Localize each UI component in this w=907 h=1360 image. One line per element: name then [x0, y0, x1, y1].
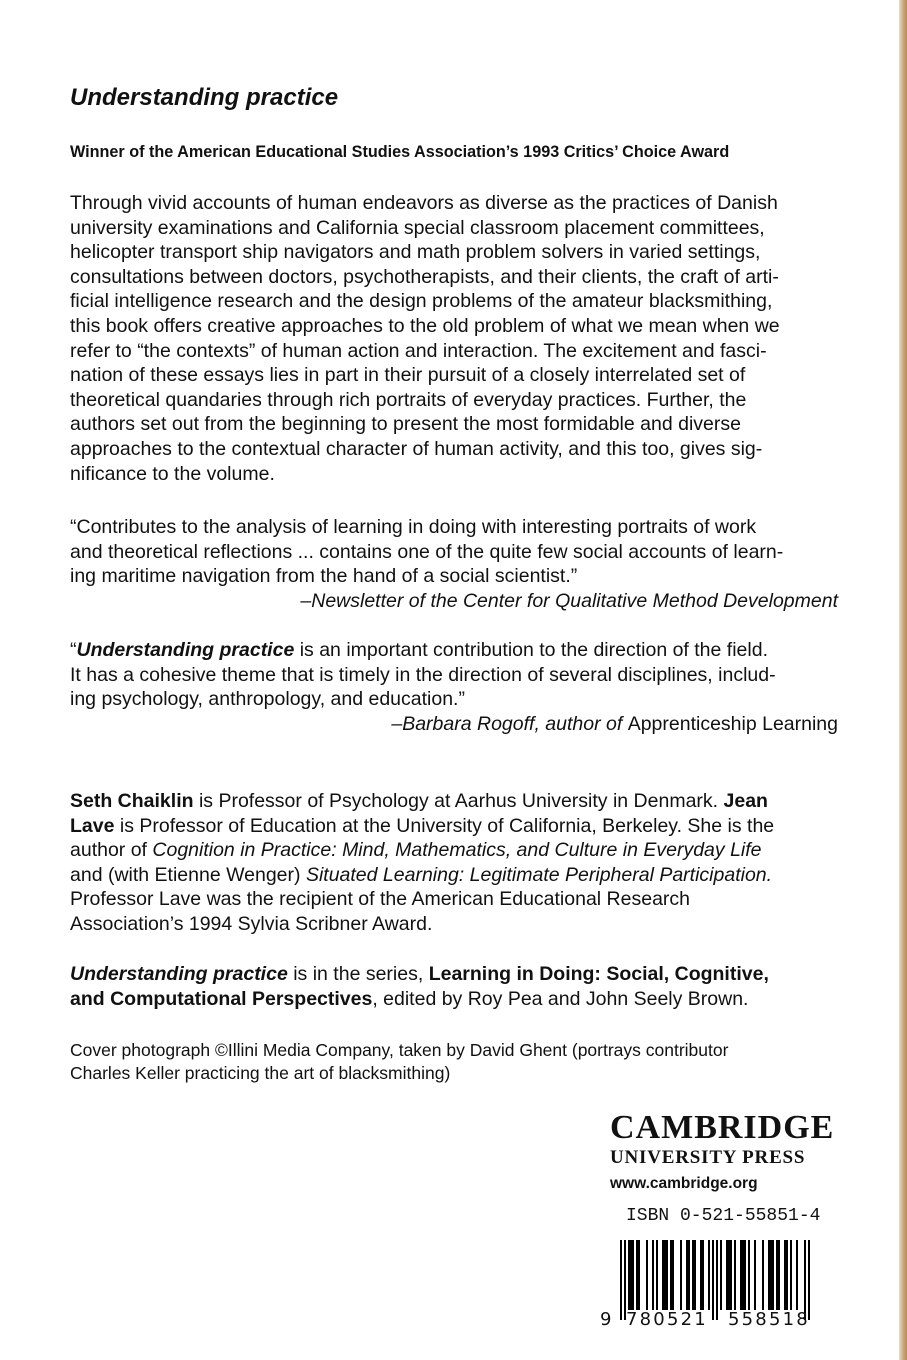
quote-line: ing maritime navigation from the hand of a social scientist.” [70, 565, 578, 588]
barcode-bar [734, 1240, 736, 1310]
description-line: theoretical quandaries through rich portraits of everyday practices. Further, the [70, 388, 747, 411]
barcode-bar [692, 1240, 694, 1310]
review-quote-2 [70, 638, 838, 736]
barcode-bar [772, 1240, 774, 1310]
credit-line: Charles Keller practicing the art of blacksmithing) [70, 1063, 451, 1083]
barcode-bar [694, 1240, 696, 1310]
barcode-bar [742, 1240, 744, 1310]
description-line: university examinations and California special classroom placement committees, [70, 216, 765, 239]
quote-line: “Contributes to the analysis of learning in doing with interesting portraits of work [70, 516, 757, 538]
bio-line [70, 789, 838, 814]
barcode-bar [638, 1240, 640, 1310]
series-line [70, 987, 838, 1012]
barcode-bar [728, 1240, 730, 1310]
series-text: is in the series, [287, 963, 429, 985]
description-line: helicopter transport ship navigators and math problem solvers in varied settings, [70, 241, 761, 264]
editor-name: Lave [70, 814, 115, 837]
barcode-bar [666, 1240, 668, 1310]
barcode [600, 1240, 836, 1332]
quote-text: is an important contribution to the direction of the field. [294, 639, 768, 661]
barcode-bar [636, 1240, 638, 1310]
barcode-bar [726, 1240, 728, 1310]
barcode-bar [754, 1240, 756, 1310]
cover-credit [70, 1039, 838, 1085]
barcode-bar [762, 1240, 764, 1310]
description-line: Through vivid accounts of human endeavors as diverse as the practices of Danish [70, 192, 778, 214]
bio-line: Association’s 1994 Sylvia Scribner Award. [70, 912, 433, 935]
series-note [70, 962, 838, 1011]
quote-line [70, 638, 838, 663]
barcode-bar [720, 1240, 722, 1310]
bio-line [70, 814, 838, 839]
description-line: nation of these essays lies in part in their pursuit of a closely interrelated set of [70, 364, 746, 387]
bio-line: Professor Lave was the recipient of the American Educational Research [70, 888, 691, 911]
barcode-bar [770, 1240, 772, 1310]
barcode-bar [804, 1240, 806, 1320]
publisher-url: www.cambridge.org [610, 1175, 758, 1192]
credit-line: Cover photograph ©Illini Media Company, taken by David Ghent (portrays contributor [70, 1040, 729, 1060]
barcode-bar [620, 1240, 622, 1320]
quote-attribution: –Newsletter of the Center for Qualitative Method Development [300, 589, 838, 612]
bio-text: is Professor of Education at the University of California, Berkeley. She is the [114, 814, 775, 837]
isbn-number: ISBN 0-521-55851-4 [626, 1206, 821, 1226]
barcode-bar [784, 1240, 786, 1310]
quote-line: It has a cohesive theme that is timely in the direction of several disciplines, includ- [70, 663, 776, 686]
book-reference: Situated Learning: Legitimate Peripheral Participation. [305, 863, 773, 886]
book-reference: Cognition in Practice: Mind, Mathematics, and Culture in Everyday Life [152, 839, 762, 862]
attribution-book: Apprenticeship Learning [627, 712, 838, 735]
barcode-bar [730, 1240, 732, 1310]
description-line: refer to “the contexts” of human action and interaction. The excitement and fasci- [70, 339, 767, 362]
barcode-bar [672, 1240, 674, 1310]
series-text: , edited by Roy Pea and John Seely Brown. [372, 987, 749, 1010]
barcode-bar [778, 1240, 780, 1310]
barcode-bar [680, 1240, 682, 1310]
barcode-bar [656, 1240, 658, 1310]
bio-text: author of [70, 839, 153, 862]
series-name: and Computational Perspectives [70, 987, 373, 1010]
barcode-bar [664, 1240, 666, 1310]
description-line: approaches to the contextual character of human activity, and this too, gives sig- [70, 437, 763, 460]
quote-line: ing psychology, anthropology, and education.” [70, 688, 465, 711]
description-line: authors set out from the beginning to present the most formidable and diverse [70, 413, 741, 436]
publisher-name: CAMBRIDGE [610, 1109, 835, 1146]
barcode-bar [670, 1240, 672, 1310]
barcode-bar [712, 1240, 714, 1320]
bio-line [70, 838, 838, 863]
barcode-lead-digit: 9 [600, 1309, 612, 1330]
editor-name: Seth Chaiklin [70, 790, 194, 812]
barcode-bar [790, 1240, 792, 1310]
description-line: this book offers creative approaches to the old problem of what we mean when we [70, 314, 780, 337]
barcode-bar [768, 1240, 770, 1310]
barcode-bar [796, 1240, 798, 1310]
quoted-book-title: Understanding practice [76, 639, 295, 661]
description-line: nificance to the volume. [70, 462, 275, 485]
barcode-right-digits: 558518 [728, 1309, 810, 1330]
barcode-bar [776, 1240, 778, 1310]
quote-attribution [70, 712, 838, 737]
barcode-bar [632, 1240, 634, 1310]
publisher-subtitle: UNIVERSITY PRESS [610, 1147, 806, 1168]
barcode-bar [708, 1240, 710, 1310]
bio-text: is Professor of Psychology at Aarhus University in Denmark. [193, 790, 724, 812]
barcode-bar [686, 1240, 688, 1310]
award-line: Winner of the American Educational Studies Association’s 1993 Critics’ Choice Award [70, 143, 730, 161]
quote-line: and theoretical reflections ... contains one of the quite few social accounts of learn- [70, 540, 784, 563]
barcode-bar [702, 1240, 704, 1310]
series-book-title: Understanding practice [70, 963, 288, 985]
barcode-bar [646, 1240, 648, 1310]
barcode-bar [630, 1240, 632, 1310]
barcode-bar [744, 1240, 746, 1310]
barcode-bar [662, 1240, 664, 1310]
spine-edge [899, 0, 907, 1360]
barcode-left-digits: 780521 [626, 1309, 708, 1330]
description-line: consultations between doctors, psychotherapists, and their clients, the craft of arti- [70, 265, 779, 288]
barcode-bar [628, 1240, 630, 1310]
bio-text: and (with Etienne Wenger) [70, 863, 306, 886]
barcode-bar [786, 1240, 788, 1310]
author-bio [70, 789, 838, 937]
barcode-bar [716, 1240, 718, 1320]
series-line [70, 962, 838, 987]
barcode-bar [652, 1240, 654, 1310]
description-line: ficial intelligence research and the design problems of the amateur blacksmithing, [70, 290, 773, 313]
book-title: Understanding practice [70, 84, 339, 111]
open-quote: “ [70, 639, 77, 661]
series-name: Learning in Doing: Social, Cognitive, [428, 963, 769, 985]
barcode-bar [748, 1240, 750, 1310]
publisher-logo [610, 1110, 838, 1193]
attribution-author: –Barbara Rogoff, author of [391, 712, 628, 735]
description-paragraph [70, 191, 838, 486]
review-quote-1 [70, 515, 838, 613]
barcode-bar [700, 1240, 702, 1310]
barcode-bar [624, 1240, 626, 1320]
editor-name: Jean [723, 790, 768, 812]
bio-line [70, 863, 838, 888]
barcode-bar [740, 1240, 742, 1310]
barcode-bar [688, 1240, 690, 1310]
barcode-bar [808, 1240, 810, 1320]
